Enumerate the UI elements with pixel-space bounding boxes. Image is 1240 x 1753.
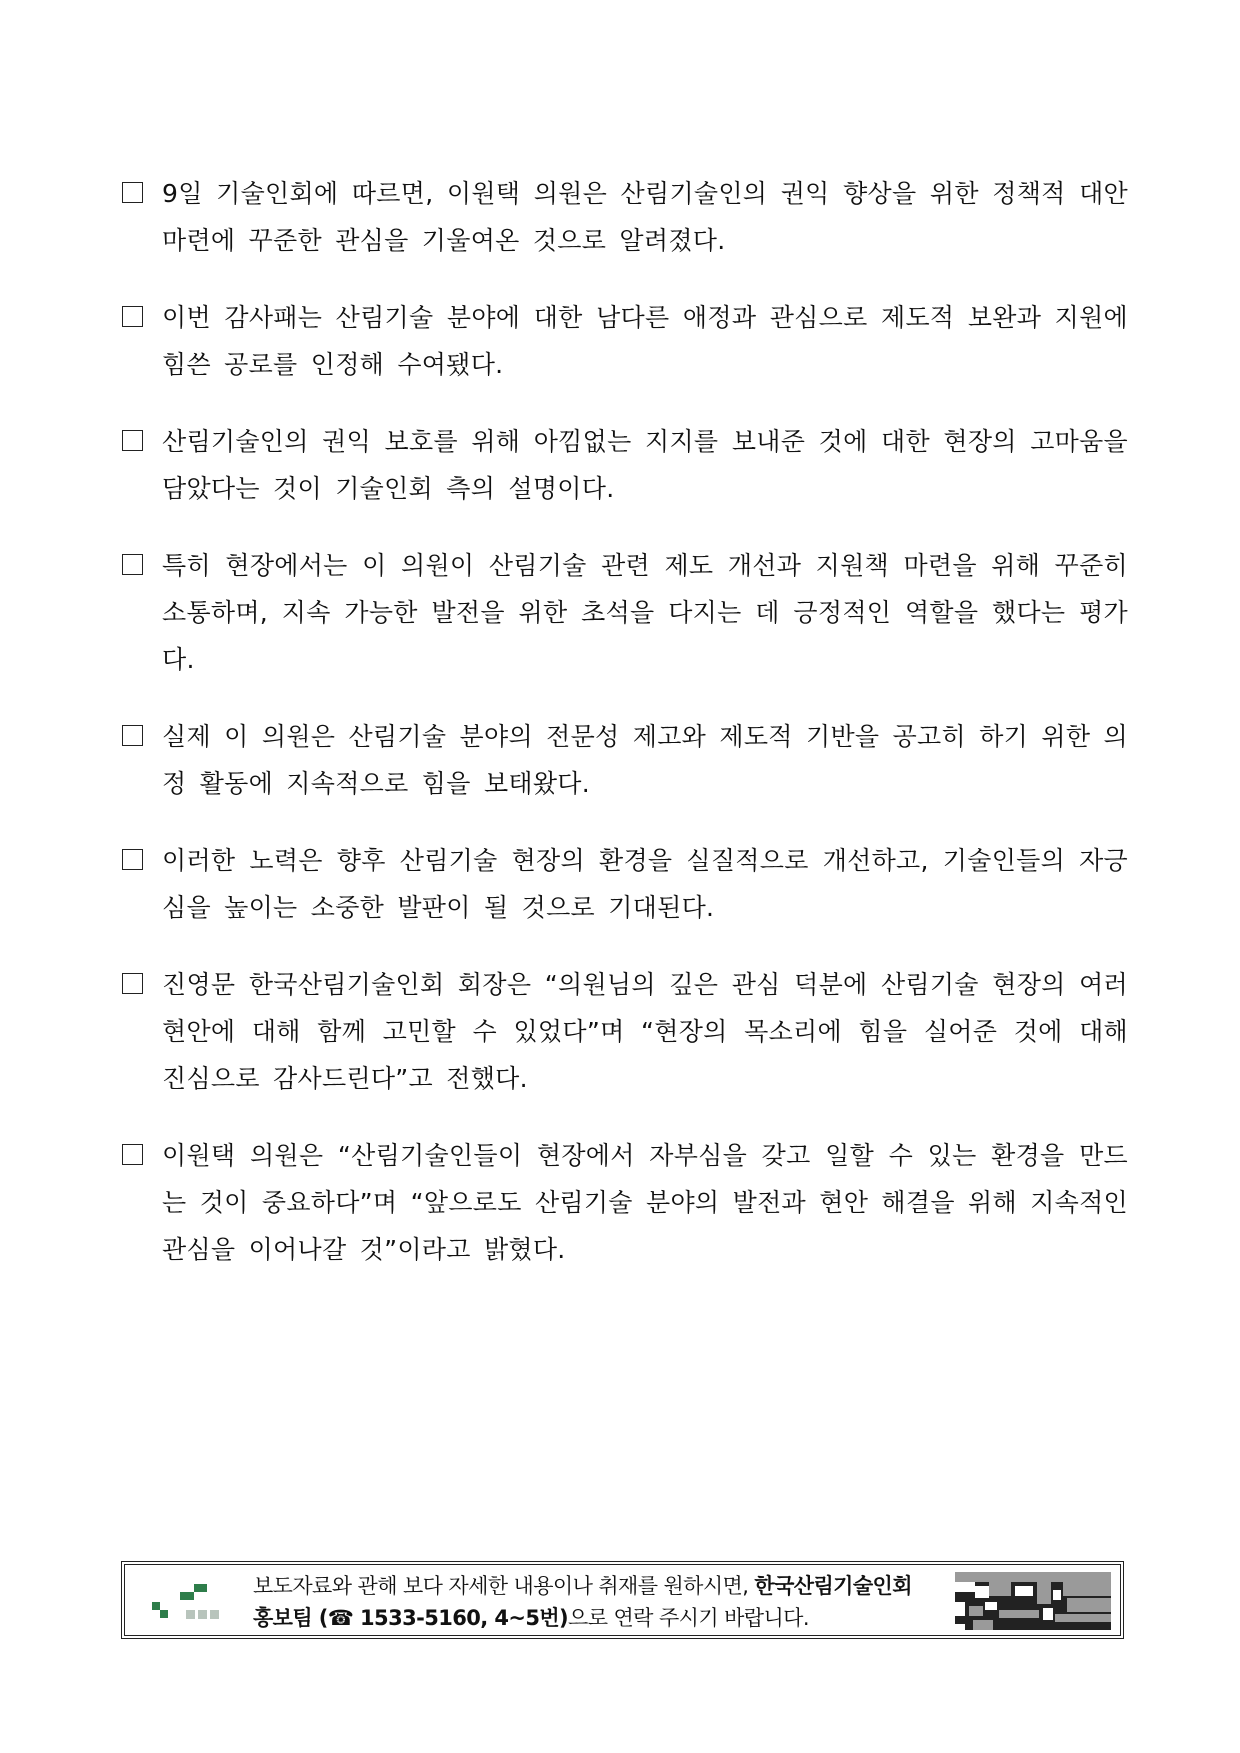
square-bullet-icon (122, 849, 143, 870)
paragraph-4 (122, 542, 1128, 683)
team-name: 홍보팀 (253, 1606, 313, 1630)
contact-line-2-suffix: 으로 연락 주시기 바랍니다. (568, 1606, 809, 1630)
paragraph-text: 특히 현장에서는 이 의원이 산림기술 관련 제도 개선과 지원책 마련을 위해 꾸준히 소통하며, 지속 가능한 발전을 위한 초석을 다지는 데 긍정적인 역할을 했다는 평가다. (162, 551, 1128, 674)
paragraph-3 (122, 418, 1128, 512)
paragraph-text: 9일 기술인회에 따르면, 이원택 의원은 산림기술인의 권익 향상을 위한 정책적 대안 마련에 꾸준한 관심을 기울여온 것으로 알려졌다. (162, 179, 1128, 255)
paragraph-7 (122, 961, 1128, 1102)
paragraph-text: 이번 감사패는 산림기술 분야에 대한 남다른 애정과 관심으로 제도적 보완과 지원에 힘쓴 공로를 인정해 수여됐다. (162, 303, 1128, 379)
contact-footer-box (121, 1561, 1124, 1639)
square-bullet-icon (122, 182, 143, 203)
square-bullet-icon (122, 430, 143, 451)
paragraph-text: 산림기술인의 권익 보호를 위해 아낌없는 지지를 보내준 것에 대한 현장의 고마움을 담았다는 것이 기술인회 측의 설명이다. (162, 427, 1128, 503)
paragraph-6 (122, 837, 1128, 931)
paragraph-text: 진영문 한국산림기술인회 회장은 “의원님의 깊은 관심 덕분에 산림기술 현장의 여러 현안에 대해 함께 고민할 수 있었다”며 “현장의 목소리에 힘을 실어준 것에 대해 진심으로 감사드린다”고 전했다. (162, 970, 1128, 1093)
paragraph-2 (122, 294, 1128, 388)
contact-line-2 (253, 1602, 973, 1634)
square-bullet-icon (122, 554, 143, 575)
paragraph-text: 이원택 의원은 “산림기술인들이 현장에서 자부심을 갖고 일할 수 있는 환경을 만드는 것이 중요하다”며 “앞으로도 산림기술 분야의 발전과 현안 해결을 위해 지속적인 관심을 이어나갈 것”이라고 밝혔다. (162, 1141, 1128, 1264)
contact-info-text (253, 1570, 973, 1634)
qr-code-icon (955, 1572, 1111, 1630)
paragraph-text: 실제 이 의원은 산림기술 분야의 전문성 제고와 제도적 기반을 공고히 하기 위한 의정 활동에 지속적으로 힘을 보태왔다. (162, 722, 1128, 798)
phone-number: (☎ 1533-5160, 4~5번) (312, 1606, 569, 1630)
paragraph-8 (122, 1132, 1128, 1273)
square-bullet-icon (122, 1144, 143, 1165)
square-bullet-icon (122, 306, 143, 327)
square-bullet-icon (122, 973, 143, 994)
press-release-body (122, 170, 1128, 1303)
organization-name: 한국산림기술인회 (754, 1574, 912, 1598)
paragraph-1 (122, 170, 1128, 264)
paragraph-text: 이러한 노력은 향후 산림기술 현장의 환경을 실질적으로 개선하고, 기술인들의 자긍심을 높이는 소중한 발판이 될 것으로 기대된다. (162, 846, 1128, 922)
paragraph-5 (122, 713, 1128, 807)
contact-line-1-prefix: 보도자료와 관해 보다 자세한 내용이나 취재를 원하시면, (253, 1574, 755, 1598)
contact-line-1 (253, 1570, 973, 1602)
square-bullet-icon (122, 725, 143, 746)
organization-logo-icon (152, 1584, 227, 1624)
